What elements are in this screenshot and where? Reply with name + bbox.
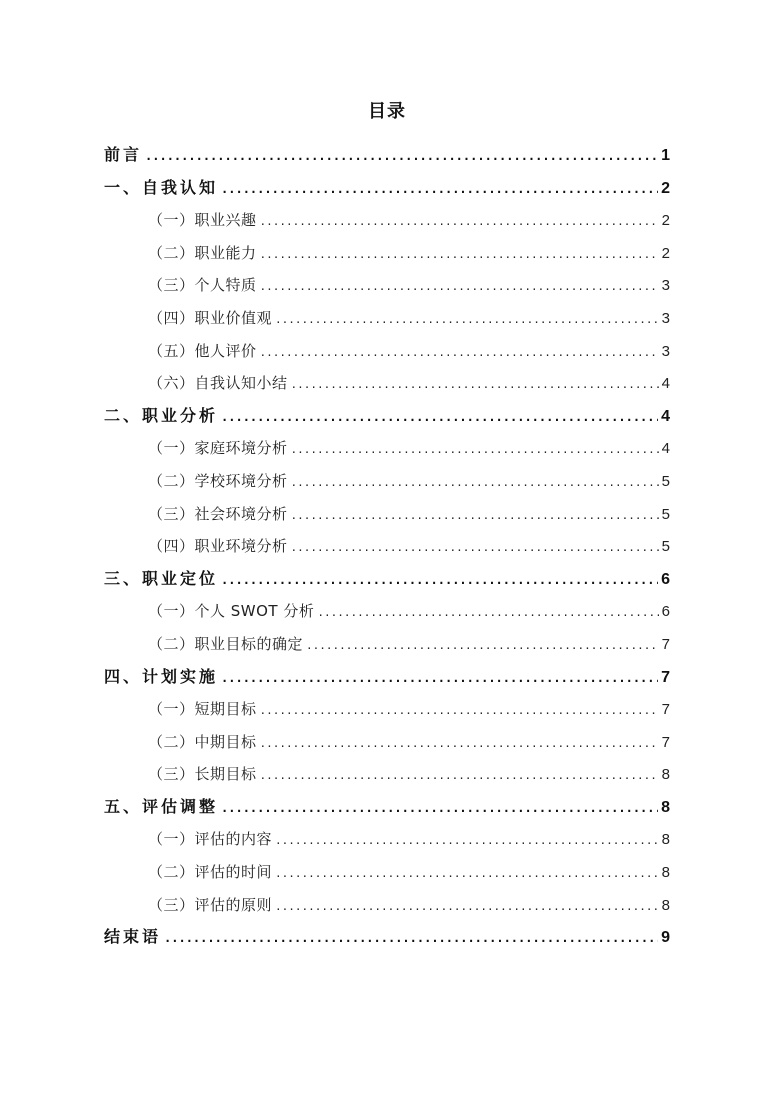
toc-subsection-entry[interactable] — [104, 693, 670, 726]
dot-leader — [260, 239, 659, 272]
dot-leader — [275, 891, 659, 924]
toc-page-number: 3 — [661, 342, 670, 360]
dot-leader — [291, 500, 659, 533]
toc-page-number: 9 — [661, 929, 670, 947]
toc-entry-label: （二）中期目标 — [148, 732, 257, 751]
toc-section-entry[interactable] — [104, 172, 670, 205]
dot-leader — [291, 532, 659, 565]
toc-entry-label: （一）家庭环境分析 — [148, 439, 288, 458]
dot-leader — [260, 695, 659, 728]
toc-subsection-entry[interactable] — [104, 758, 670, 791]
toc-page-number: 4 — [661, 375, 670, 393]
toc-subsection-entry[interactable] — [104, 498, 670, 531]
dot-leader — [275, 825, 659, 858]
toc-page-number: 8 — [661, 896, 670, 914]
toc-section-entry[interactable] — [104, 921, 670, 954]
toc-page-number: 6 — [661, 570, 670, 588]
toc-page-number: 3 — [661, 309, 670, 327]
dot-leader — [164, 922, 658, 955]
dot-leader — [291, 434, 659, 467]
toc-subsection-entry[interactable] — [104, 302, 670, 335]
toc-entry-label: 二、职业分析 — [104, 405, 219, 425]
table-of-contents — [104, 139, 670, 954]
toc-page-number: 8 — [661, 766, 670, 784]
toc-page-number: 4 — [661, 407, 670, 425]
toc-entry-label: （二）学校环境分析 — [148, 471, 288, 490]
dot-leader — [291, 369, 659, 402]
toc-entry-label: （二）职业能力 — [148, 243, 257, 262]
toc-subsection-entry[interactable] — [104, 465, 670, 498]
toc-page-number: 7 — [661, 635, 670, 653]
toc-subsection-entry[interactable] — [104, 432, 670, 465]
toc-entry-label: （一）个人 SWOT 分析 — [148, 602, 315, 621]
toc-entry-label: 前言 — [104, 145, 143, 164]
toc-subsection-entry[interactable] — [104, 628, 670, 661]
toc-section-entry[interactable] — [104, 661, 670, 694]
toc-entry-label: 一、自我认知 — [104, 177, 219, 197]
dot-leader — [221, 401, 658, 434]
dot-leader — [275, 858, 659, 891]
toc-entry-label: （三）评估的原则 — [148, 895, 273, 914]
toc-entry-label: 四、计划实施 — [104, 666, 219, 686]
toc-entry-label: （三）社会环境分析 — [148, 504, 288, 523]
toc-entry-label: （六）自我认知小结 — [148, 374, 288, 393]
toc-entry-label: （五）他人评价 — [148, 341, 257, 360]
toc-entry-label: （一）短期目标 — [148, 700, 257, 719]
toc-page-number: 2 — [661, 244, 670, 262]
toc-entry-label: （三）长期目标 — [148, 765, 257, 784]
toc-subsection-entry[interactable] — [104, 530, 670, 563]
toc-subsection-entry[interactable] — [104, 367, 670, 400]
toc-page-number: 7 — [661, 668, 670, 686]
dot-leader — [291, 467, 659, 500]
dot-leader — [317, 597, 658, 630]
toc-page-number: 3 — [661, 277, 670, 295]
dot-leader — [221, 173, 658, 206]
toc-subsection-entry[interactable] — [104, 889, 670, 922]
toc-entry-label: （二）评估的时间 — [148, 863, 273, 882]
dot-leader — [260, 760, 659, 793]
dot-leader — [260, 206, 659, 239]
toc-entry-label: 五、评估调整 — [104, 796, 219, 816]
toc-subsection-entry[interactable] — [104, 335, 670, 368]
page-title: 目录 — [368, 101, 406, 122]
toc-entry-label: （四）职业环境分析 — [148, 537, 288, 556]
toc-page-number: 2 — [661, 179, 670, 197]
dot-leader — [221, 792, 658, 825]
toc-entry-label: （三）个人特质 — [148, 276, 257, 295]
dot-leader — [260, 271, 659, 304]
toc-subsection-entry[interactable] — [104, 237, 670, 270]
toc-page-number: 6 — [661, 603, 670, 621]
dot-leader — [275, 304, 659, 337]
toc-page-number: 7 — [661, 701, 670, 719]
toc-entry-label: 三、职业定位 — [104, 568, 219, 588]
toc-page-number: 1 — [661, 147, 670, 164]
toc-entry-label: （一）职业兴趣 — [148, 211, 257, 230]
toc-subsection-entry[interactable] — [104, 726, 670, 759]
toc-page-number: 8 — [661, 864, 670, 882]
toc-page-number: 5 — [661, 538, 670, 556]
dot-leader — [260, 337, 659, 370]
dot-leader — [306, 630, 659, 663]
dot-leader — [145, 140, 658, 173]
dot-leader — [260, 728, 659, 761]
toc-entry-label: （二）职业目标的确定 — [148, 634, 304, 653]
toc-subsection-entry[interactable] — [104, 823, 670, 856]
toc-page-number: 5 — [661, 505, 670, 523]
dot-leader — [221, 662, 658, 695]
toc-subsection-entry[interactable] — [104, 595, 670, 628]
toc-page-number: 2 — [661, 212, 670, 230]
toc-section-entry[interactable] — [104, 791, 670, 824]
toc-page-number: 5 — [661, 472, 670, 490]
toc-entry-label: （一）评估的内容 — [148, 830, 273, 849]
toc-page-number: 7 — [661, 733, 670, 751]
dot-leader — [221, 564, 658, 597]
toc-subsection-entry[interactable] — [104, 856, 670, 889]
toc-page-number: 8 — [661, 831, 670, 849]
toc-subsection-entry[interactable] — [104, 269, 670, 302]
toc-page-number: 8 — [661, 798, 670, 816]
toc-entry-label: 结束语 — [104, 927, 162, 947]
toc-section-entry[interactable] — [104, 563, 670, 596]
toc-page-number: 4 — [661, 440, 670, 458]
toc-entry-label: （四）职业价值观 — [148, 308, 273, 327]
toc-subsection-entry[interactable] — [104, 204, 670, 237]
toc-section-entry[interactable] — [104, 400, 670, 433]
toc-section-entry[interactable] — [104, 139, 670, 172]
